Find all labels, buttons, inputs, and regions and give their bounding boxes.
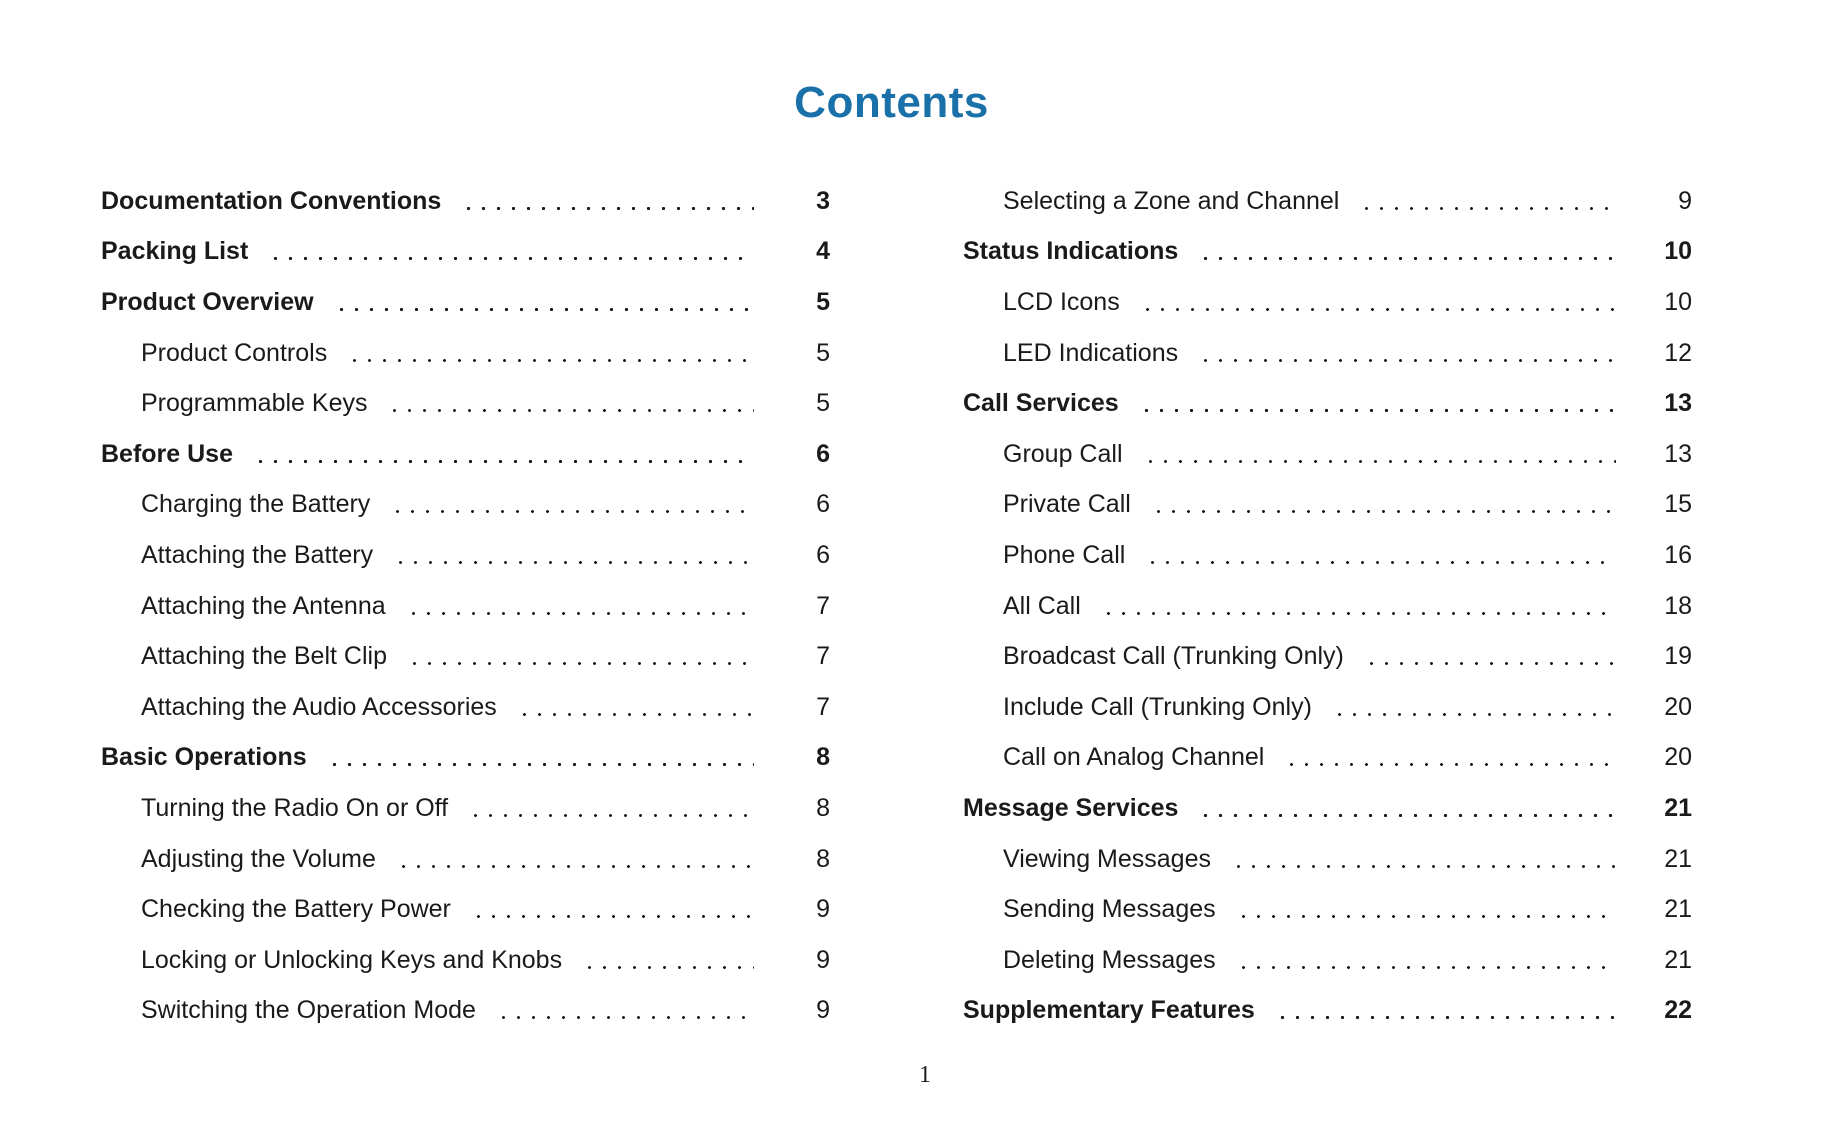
toc-entry-label: Group Call	[1003, 439, 1123, 468]
toc-entry-page-number: 20	[1664, 743, 1692, 772]
toc-entry-label: Include Call (Trunking Only)	[1003, 692, 1312, 721]
dot-leader	[1364, 662, 1616, 665]
toc-entry[interactable]	[101, 935, 830, 986]
toc-entry[interactable]	[101, 783, 830, 834]
toc-entry[interactable]	[963, 935, 1692, 986]
toc-entry-page-number: 8	[816, 844, 830, 873]
dot-leader	[407, 662, 754, 665]
toc-entry[interactable]	[963, 783, 1692, 834]
toc-entry-page-number: 6	[816, 490, 830, 519]
toc-entry[interactable]	[101, 277, 830, 328]
toc-entry-page-number: 10	[1664, 287, 1692, 316]
toc-entry[interactable]	[101, 530, 830, 581]
dot-leader	[253, 460, 754, 463]
toc-entry-label: Turning the Radio On or Off	[141, 793, 449, 822]
dot-leader	[406, 612, 754, 615]
toc-entry-label: Supplementary Features	[963, 996, 1255, 1025]
toc-entry-page-number: 13	[1664, 439, 1692, 468]
toc-entry-page-number: 4	[816, 237, 830, 266]
dot-leader	[387, 409, 754, 412]
toc-entry-label: Message Services	[963, 793, 1179, 822]
toc-entry-label: LCD Icons	[1003, 287, 1120, 316]
dot-leader	[1198, 257, 1616, 260]
dot-leader	[582, 966, 754, 969]
toc-entry-label: Attaching the Belt Clip	[141, 642, 387, 671]
toc-entry[interactable]	[963, 176, 1692, 227]
toc-entry-label: Phone Call	[1003, 540, 1126, 569]
dot-leader	[396, 865, 754, 868]
toc-entry-label: Status Indications	[963, 237, 1179, 266]
toc-entry-page-number: 16	[1664, 540, 1692, 569]
toc-entry[interactable]	[963, 328, 1692, 379]
toc-entry-page-number: 9	[816, 996, 830, 1025]
toc-entry-page-number: 6	[816, 540, 830, 569]
toc-entry[interactable]	[101, 227, 830, 278]
toc-entry[interactable]	[101, 378, 830, 429]
toc-entry-label: Locking or Unlocking Keys and Knobs	[141, 945, 563, 974]
toc-entry[interactable]	[101, 986, 830, 1037]
toc-entry-label: Selecting a Zone and Channel	[1003, 186, 1340, 215]
toc-entry-label: Adjusting the Volume	[141, 844, 376, 873]
toc-entry[interactable]	[101, 834, 830, 885]
dot-leader	[496, 1016, 754, 1019]
toc-entry-page-number: 18	[1664, 591, 1692, 620]
toc-entry-page-number: 21	[1664, 945, 1692, 974]
toc-entry-label: Private Call	[1003, 490, 1131, 519]
toc-entry[interactable]	[101, 733, 830, 784]
toc-entry[interactable]	[963, 631, 1692, 682]
dot-leader	[471, 915, 754, 918]
toc-entry-page-number: 20	[1664, 692, 1692, 721]
dot-leader	[1332, 713, 1616, 716]
toc-entry[interactable]	[101, 176, 830, 227]
toc-entry-page-number: 7	[816, 642, 830, 671]
dot-leader	[1231, 865, 1616, 868]
toc-entry-label: Before Use	[101, 439, 233, 468]
toc-entry[interactable]	[963, 986, 1692, 1037]
toc-entry[interactable]	[963, 530, 1692, 581]
dot-leader	[1198, 359, 1616, 362]
toc-entry[interactable]	[101, 581, 830, 632]
toc-entry-page-number: 8	[816, 793, 830, 822]
toc-entry-page-number: 7	[816, 692, 830, 721]
dot-leader	[468, 814, 754, 817]
toc-entry-page-number: 19	[1664, 642, 1692, 671]
toc-entry-label: Packing List	[101, 237, 249, 266]
toc-entry[interactable]	[101, 631, 830, 682]
dot-leader	[327, 763, 754, 766]
toc-entry[interactable]	[963, 429, 1692, 480]
toc-entry-label: Viewing Messages	[1003, 844, 1211, 873]
dot-leader	[1198, 814, 1616, 817]
toc-entry-page-number: 21	[1664, 844, 1692, 873]
toc-entry-label: Checking the Battery Power	[141, 895, 451, 924]
toc-right-column	[963, 176, 1692, 1036]
toc-entry-label: Attaching the Audio Accessories	[141, 692, 497, 721]
toc-entry-label: Charging the Battery	[141, 490, 371, 519]
toc-entry-label: Deleting Messages	[1003, 945, 1216, 974]
dot-leader	[1275, 1016, 1616, 1019]
toc-entry-page-number: 13	[1664, 389, 1692, 418]
dot-leader	[1151, 510, 1616, 513]
toc-entry-page-number: 9	[1678, 186, 1692, 215]
toc-entry-label: Documentation Conventions	[101, 186, 442, 215]
dot-leader	[1145, 561, 1616, 564]
dot-leader	[1101, 612, 1616, 615]
toc-entry-label: Basic Operations	[101, 743, 307, 772]
toc-entry[interactable]	[963, 733, 1692, 784]
toc-entry[interactable]	[963, 884, 1692, 935]
toc-entry-label: Programmable Keys	[141, 389, 368, 418]
dot-leader	[1143, 460, 1617, 463]
toc-entry-label: Attaching the Antenna	[141, 591, 386, 620]
toc-entry[interactable]	[101, 328, 830, 379]
toc-entry-page-number: 5	[816, 338, 830, 367]
toc-entry[interactable]	[963, 378, 1692, 429]
toc-entry-page-number: 9	[816, 945, 830, 974]
toc-entry[interactable]	[963, 480, 1692, 531]
toc-entry-page-number: 12	[1664, 338, 1692, 367]
toc-entry-label: LED Indications	[1003, 338, 1179, 367]
toc-entry-label: Product Controls	[141, 338, 328, 367]
toc-entry[interactable]	[101, 884, 830, 935]
dot-leader	[1140, 308, 1616, 311]
toc-entry-label: Attaching the Battery	[141, 540, 374, 569]
dot-leader	[517, 713, 754, 716]
toc-entry-page-number: 15	[1664, 490, 1692, 519]
toc-entry-label: All Call	[1003, 591, 1081, 620]
dot-leader	[1284, 763, 1616, 766]
dot-leader	[268, 257, 754, 260]
toc-entry-label: Sending Messages	[1003, 895, 1216, 924]
toc-entry-page-number: 5	[816, 389, 830, 418]
toc-entry-label: Broadcast Call (Trunking Only)	[1003, 642, 1344, 671]
dot-leader	[334, 308, 754, 311]
toc-entry-page-number: 8	[816, 743, 830, 772]
toc-entry[interactable]	[963, 581, 1692, 632]
dot-leader	[347, 359, 754, 362]
page-number: 1	[919, 1062, 931, 1088]
dot-leader	[390, 510, 754, 513]
toc-left-column	[101, 176, 830, 1036]
toc-entry[interactable]	[963, 227, 1692, 278]
toc-entry-page-number: 21	[1664, 895, 1692, 924]
toc-entry[interactable]	[101, 429, 830, 480]
toc-entry-page-number: 3	[816, 186, 830, 215]
toc-entry-label: Product Overview	[101, 287, 314, 316]
toc-entry-page-number: 7	[816, 591, 830, 620]
dot-leader	[393, 561, 754, 564]
dot-leader	[1236, 966, 1616, 969]
toc-entry[interactable]	[963, 682, 1692, 733]
dot-leader	[1139, 409, 1616, 412]
dot-leader	[461, 207, 754, 210]
toc-entry[interactable]	[101, 480, 830, 531]
toc-entry[interactable]	[963, 834, 1692, 885]
dot-leader	[1359, 207, 1616, 210]
toc-entry-page-number: 21	[1664, 793, 1692, 822]
dot-leader	[1236, 915, 1616, 918]
toc-entry-page-number: 22	[1664, 996, 1692, 1025]
toc-entry-label: Call Services	[963, 389, 1119, 418]
page-title: Contents	[794, 78, 989, 127]
toc-entry-label: Switching the Operation Mode	[141, 996, 476, 1025]
toc-entry[interactable]	[963, 277, 1692, 328]
toc-entry-page-number: 10	[1664, 237, 1692, 266]
toc-entry-page-number: 6	[816, 439, 830, 468]
toc-entry-label: Call on Analog Channel	[1003, 743, 1265, 772]
toc-entry-page-number: 9	[816, 895, 830, 924]
toc-entry-page-number: 5	[816, 287, 830, 316]
toc-entry[interactable]	[101, 682, 830, 733]
